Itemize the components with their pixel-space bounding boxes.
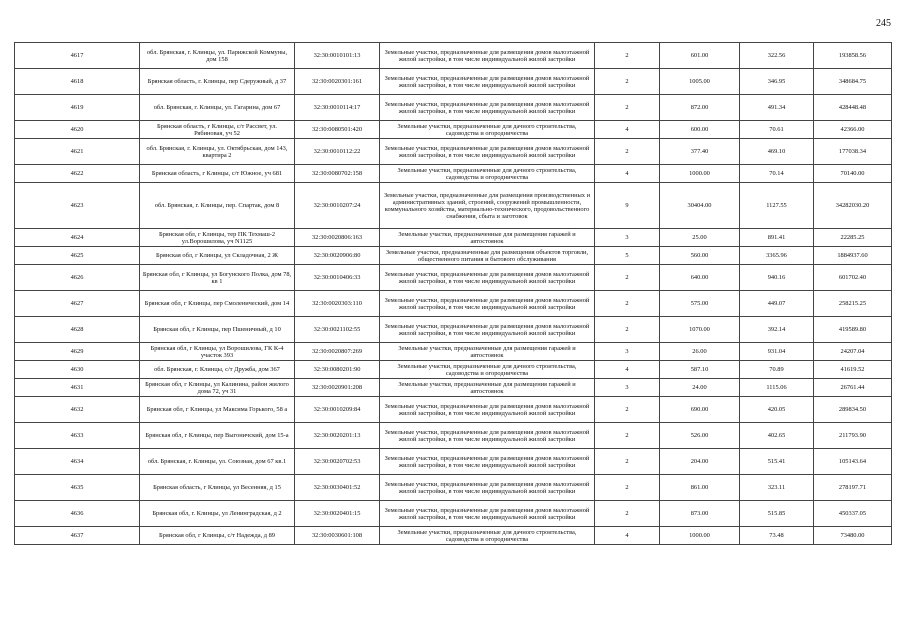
cadastral-value-cell: 105143.64 — [814, 449, 892, 475]
cadastral-number-cell: 32:30:0010207:24 — [295, 183, 380, 229]
area-cell: 601.00 — [660, 43, 740, 69]
table-row — [15, 95, 892, 121]
use-group-cell: 2 — [595, 291, 660, 317]
cadastral-number-cell: 32:30:0010209:84 — [295, 397, 380, 423]
cadastral-value-cell: 428448.48 — [814, 95, 892, 121]
cadastral-number-cell: 32:30:0021102:55 — [295, 317, 380, 343]
cadastral-value-cell: 70140.00 — [814, 165, 892, 183]
area-cell: 872.00 — [660, 95, 740, 121]
area-cell: 30404.00 — [660, 183, 740, 229]
cadastral-value-cell: 601702.40 — [814, 265, 892, 291]
cadastral-number-cell: 32:30:0020702:53 — [295, 449, 380, 475]
cadastral-value-table — [14, 42, 892, 545]
record-number-cell: 4634 — [15, 449, 140, 475]
use-group-cell: 4 — [595, 165, 660, 183]
cadastral-value-cell: 258215.25 — [814, 291, 892, 317]
land-purpose-cell: Земельные участки, предназначенные для дачного строительства, садоводства и огородничества — [380, 165, 595, 183]
table-row — [15, 317, 892, 343]
table-row — [15, 475, 892, 501]
address-cell: Брянская обл, г Клинцы, пер Выгоничский, дом 15-а — [140, 423, 295, 449]
use-group-cell: 9 — [595, 183, 660, 229]
area-cell: 600.00 — [660, 121, 740, 139]
land-purpose-cell: Земельные участки, предназначенные для размещения домов малоэтажной жилой застройки, в том числе индивидуальной жилой застройки — [380, 265, 595, 291]
area-cell: 873.00 — [660, 501, 740, 527]
land-purpose-cell: Земельные участки, предназначенные для дачного строительства, садоводства и огородничества — [380, 121, 595, 139]
record-number-cell: 4630 — [15, 361, 140, 379]
specific-value-cell: 322.56 — [740, 43, 814, 69]
use-group-cell: 2 — [595, 139, 660, 165]
land-purpose-cell: Земельные участки, предназначенные для размещения домов малоэтажной жилой застройки, в том числе индивидуальной жилой застройки — [380, 475, 595, 501]
cadastral-number-cell: 32:30:0020807:269 — [295, 343, 380, 361]
use-group-cell: 3 — [595, 343, 660, 361]
specific-value-cell: 70.89 — [740, 361, 814, 379]
cadastral-number-cell: 32:30:0020303:110 — [295, 291, 380, 317]
use-group-cell: 2 — [595, 317, 660, 343]
land-purpose-cell: Земельные участки, предназначенные для размещения домов малоэтажной жилой застройки, в том числе индивидуальной жилой застройки — [380, 43, 595, 69]
land-purpose-cell: Земельные участки, предназначенные для размещения домов малоэтажной жилой застройки, в том числе индивидуальной жилой застройки — [380, 317, 595, 343]
cadastral-value-cell: 450337.05 — [814, 501, 892, 527]
record-number-cell: 4624 — [15, 229, 140, 247]
table-row — [15, 501, 892, 527]
table-row — [15, 265, 892, 291]
specific-value-cell: 449.07 — [740, 291, 814, 317]
cadastral-value-cell: 24207.04 — [814, 343, 892, 361]
cadastral-value-cell: 278197.71 — [814, 475, 892, 501]
address-cell: Брянская обл, г Клинцы, ул Ворошилова, ГК К-4 участок 393 — [140, 343, 295, 361]
specific-value-cell: 940.16 — [740, 265, 814, 291]
cadastral-value-cell: 348684.75 — [814, 69, 892, 95]
specific-value-cell: 392.14 — [740, 317, 814, 343]
address-cell: обл. Брянская, г. Клинцы, пер. Спартак, дом 8 — [140, 183, 295, 229]
land-purpose-cell: Земельные участки, предназначенные для размещения гаражей и автостоянок — [380, 379, 595, 397]
land-purpose-cell: Земельные участки, предназначенные для размещения домов малоэтажной жилой застройки, в том числе индивидуальной жилой застройки — [380, 501, 595, 527]
specific-value-cell: 491.34 — [740, 95, 814, 121]
land-purpose-cell: Земельные участки, предназначенные для размещения домов малоэтажной жилой застройки, в том числе индивидуальной жилой застройки — [380, 291, 595, 317]
land-purpose-cell: Земельные участки, предназначенные для размещения гаражей и автостоянок — [380, 343, 595, 361]
cadastral-number-cell: 32:30:0080201:90 — [295, 361, 380, 379]
area-cell: 204.00 — [660, 449, 740, 475]
specific-value-cell: 420.05 — [740, 397, 814, 423]
address-cell: обл. Брянская, г. Клинцы, ул. Гагарина, дом 67 — [140, 95, 295, 121]
area-cell: 1000.00 — [660, 527, 740, 545]
specific-value-cell: 1127.55 — [740, 183, 814, 229]
address-cell: Брянская обл, г Клинцы, ул Складочная, 2 Ж — [140, 247, 295, 265]
cadastral-number-cell: 32:30:0010406:33 — [295, 265, 380, 291]
record-number-cell: 4632 — [15, 397, 140, 423]
cadastral-number-cell: 32:30:0030401:52 — [295, 475, 380, 501]
land-purpose-cell: Земельные участки, предназначенные для дачного строительства, садоводства и огородничества — [380, 361, 595, 379]
area-cell: 24.00 — [660, 379, 740, 397]
land-purpose-cell: Земельные участки, предназначенные для размещения гаражей и автостоянок — [380, 229, 595, 247]
cadastral-value-cell: 211793.90 — [814, 423, 892, 449]
cadastral-value-cell: 73480.00 — [814, 527, 892, 545]
cadastral-value-cell: 22285.25 — [814, 229, 892, 247]
specific-value-cell: 70.61 — [740, 121, 814, 139]
cadastral-number-cell: 32:30:0020806:163 — [295, 229, 380, 247]
specific-value-cell: 931.04 — [740, 343, 814, 361]
land-purpose-cell: Земельные участки, предназначенные для размещения домов малоэтажной жилой застройки, в том числе индивидуальной жилой застройки — [380, 95, 595, 121]
address-cell: Брянская область, г Клинцы, ул Весенняя, д 15 — [140, 475, 295, 501]
land-purpose-cell: Земельные участки, предназначенные для размещения объектов торговли, общественного питания и бытового обслуживания — [380, 247, 595, 265]
use-group-cell: 4 — [595, 527, 660, 545]
record-number-cell: 4628 — [15, 317, 140, 343]
use-group-cell: 3 — [595, 379, 660, 397]
page-number: 245 — [876, 18, 891, 29]
cadastral-number-cell: 32:30:0020301:161 — [295, 69, 380, 95]
area-cell: 575.00 — [660, 291, 740, 317]
cadastral-number-cell: 32:30:0020401:15 — [295, 501, 380, 527]
address-cell: обл. Брянская, г. Клинцы, с/т Дружба, дом 367 — [140, 361, 295, 379]
cadastral-number-cell: 32:30:0080501:420 — [295, 121, 380, 139]
specific-value-cell: 1115.06 — [740, 379, 814, 397]
cadastral-number-cell: 32:30:0010101:13 — [295, 43, 380, 69]
table-row — [15, 43, 892, 69]
record-number-cell: 4622 — [15, 165, 140, 183]
land-purpose-cell: Земельные участки, предназначенные для размещения домов малоэтажной жилой застройки, в том числе индивидуальной жилой застройки — [380, 449, 595, 475]
use-group-cell: 2 — [595, 43, 660, 69]
use-group-cell: 2 — [595, 423, 660, 449]
use-group-cell: 2 — [595, 69, 660, 95]
table-row — [15, 121, 892, 139]
land-purpose-cell: Земельные участки, предназначенные для размещения домов малоэтажной жилой застройки, в том числе индивидуальной жилой застройки — [380, 69, 595, 95]
cadastral-value-cell: 289834.50 — [814, 397, 892, 423]
record-number-cell: 4617 — [15, 43, 140, 69]
table-row — [15, 165, 892, 183]
use-group-cell: 5 — [595, 247, 660, 265]
address-cell: Брянская обл, г Клинцы, ул Максима Горького, 58 а — [140, 397, 295, 423]
address-cell: Брянская область, г Клинцы, с/т Южное, уч 681 — [140, 165, 295, 183]
record-number-cell: 4636 — [15, 501, 140, 527]
area-cell: 25.00 — [660, 229, 740, 247]
cadastral-number-cell: 32:30:0020906:80 — [295, 247, 380, 265]
specific-value-cell: 3365.96 — [740, 247, 814, 265]
table-row — [15, 343, 892, 361]
table-row — [15, 527, 892, 545]
address-cell: Брянская обл, г Клинцы, ул Калинина, район жилого дома 72, уч 31 — [140, 379, 295, 397]
address-cell: обл. Брянская, г. Клинцы, ул. Союзная, дом 67 кв.1 — [140, 449, 295, 475]
table-row — [15, 183, 892, 229]
use-group-cell: 2 — [595, 449, 660, 475]
area-cell: 1005.00 — [660, 69, 740, 95]
cadastral-number-cell: 32:30:0010112:22 — [295, 139, 380, 165]
record-number-cell: 4619 — [15, 95, 140, 121]
table-row — [15, 449, 892, 475]
area-cell: 526.00 — [660, 423, 740, 449]
record-number-cell: 4637 — [15, 527, 140, 545]
cadastral-value-cell: 177038.34 — [814, 139, 892, 165]
table-row — [15, 139, 892, 165]
record-number-cell: 4620 — [15, 121, 140, 139]
use-group-cell: 4 — [595, 121, 660, 139]
record-number-cell: 4633 — [15, 423, 140, 449]
use-group-cell: 2 — [595, 95, 660, 121]
specific-value-cell: 323.11 — [740, 475, 814, 501]
record-number-cell: 4621 — [15, 139, 140, 165]
record-number-cell: 4626 — [15, 265, 140, 291]
cadastral-number-cell: 32:30:0020201:13 — [295, 423, 380, 449]
record-number-cell: 4625 — [15, 247, 140, 265]
record-number-cell: 4635 — [15, 475, 140, 501]
table-row — [15, 247, 892, 265]
address-cell: обл. Брянская, г. Клинцы, ул. Парижской Коммуны, дом 158 — [140, 43, 295, 69]
address-cell: Брянская обл, г Клинцы, с/т Надежда, д 89 — [140, 527, 295, 545]
specific-value-cell: 469.10 — [740, 139, 814, 165]
record-number-cell: 4623 — [15, 183, 140, 229]
cadastral-value-cell: 193858.56 — [814, 43, 892, 69]
address-cell: Брянская обл, г Клинцы, пер Смоленический, дом 14 — [140, 291, 295, 317]
specific-value-cell: 346.95 — [740, 69, 814, 95]
address-cell: Брянская обл, г Клинцы, тер ПК Техмаш-2 ул.Ворошилова, уч N1125 — [140, 229, 295, 247]
specific-value-cell: 515.41 — [740, 449, 814, 475]
use-group-cell: 3 — [595, 229, 660, 247]
cadastral-value-cell: 41619.52 — [814, 361, 892, 379]
address-cell: Брянская область, г Клинцы, с/т Рассвет, ул. Рябиновая, уч 52 — [140, 121, 295, 139]
table-row — [15, 397, 892, 423]
cadastral-value-cell: 34282030.20 — [814, 183, 892, 229]
specific-value-cell: 891.41 — [740, 229, 814, 247]
address-cell: Брянская обл, г. Клинцы, ул Ленинградская, д 2 — [140, 501, 295, 527]
cadastral-number-cell: 32:30:0010114:17 — [295, 95, 380, 121]
area-cell: 377.40 — [660, 139, 740, 165]
specific-value-cell: 515.85 — [740, 501, 814, 527]
cadastral-value-cell: 1884937.60 — [814, 247, 892, 265]
table-body — [15, 43, 892, 545]
table-row — [15, 423, 892, 449]
address-cell: Брянская обл, г Клинцы, пер Пшеничный, д 10 — [140, 317, 295, 343]
record-number-cell: 4629 — [15, 343, 140, 361]
land-purpose-cell: Земельные участки, предназначенные для размещения домов малоэтажной жилой застройки, в том числе индивидуальной жилой застройки — [380, 423, 595, 449]
land-purpose-cell: Земельные участки, предназначенные для размещения домов малоэтажной жилой застройки, в том числе индивидуальной жилой застройки — [380, 139, 595, 165]
use-group-cell: 2 — [595, 397, 660, 423]
cadastral-value-cell: 26761.44 — [814, 379, 892, 397]
area-cell: 1000.00 — [660, 165, 740, 183]
land-purpose-cell: Земельные участки, предназначенные для дачного строительства, садоводства и огородничества — [380, 527, 595, 545]
specific-value-cell: 73.48 — [740, 527, 814, 545]
address-cell: обл. Брянская, г. Клинцы, ул. Октябрьская, дом 143, квартира 2 — [140, 139, 295, 165]
table-row — [15, 361, 892, 379]
use-group-cell: 2 — [595, 265, 660, 291]
area-cell: 861.00 — [660, 475, 740, 501]
use-group-cell: 2 — [595, 501, 660, 527]
use-group-cell: 2 — [595, 475, 660, 501]
record-number-cell: 4631 — [15, 379, 140, 397]
cadastral-value-cell: 419589.80 — [814, 317, 892, 343]
address-cell: Брянская область, г. Клинцы, пер Сдеружный, д 37 — [140, 69, 295, 95]
area-cell: 560.00 — [660, 247, 740, 265]
area-cell: 26.00 — [660, 343, 740, 361]
address-cell: Брянская обл, г Клинцы, ул Богунского Полка, дом 78, кв 1 — [140, 265, 295, 291]
cadastral-number-cell: 32:30:0020901:208 — [295, 379, 380, 397]
area-cell: 587.10 — [660, 361, 740, 379]
land-purpose-cell: Земельные участки, предназначенные для размещения производственных и административных зданий, строений, сооружений промышленности, коммунального хозяйства, материально-технического, продовольственного снабжения, сбыта и заготовок — [380, 183, 595, 229]
table-row — [15, 379, 892, 397]
use-group-cell: 4 — [595, 361, 660, 379]
area-cell: 1070.00 — [660, 317, 740, 343]
record-number-cell: 4618 — [15, 69, 140, 95]
cadastral-number-cell: 32:30:0030601:108 — [295, 527, 380, 545]
table-row — [15, 69, 892, 95]
area-cell: 640.00 — [660, 265, 740, 291]
area-cell: 690.00 — [660, 397, 740, 423]
specific-value-cell: 70.14 — [740, 165, 814, 183]
land-purpose-cell: Земельные участки, предназначенные для размещения домов малоэтажной жилой застройки, в том числе индивидуальной жилой застройки — [380, 397, 595, 423]
specific-value-cell: 402.65 — [740, 423, 814, 449]
cadastral-number-cell: 32:30:0080702:158 — [295, 165, 380, 183]
record-number-cell: 4627 — [15, 291, 140, 317]
table-row — [15, 291, 892, 317]
cadastral-value-cell: 42366.00 — [814, 121, 892, 139]
table-row — [15, 229, 892, 247]
